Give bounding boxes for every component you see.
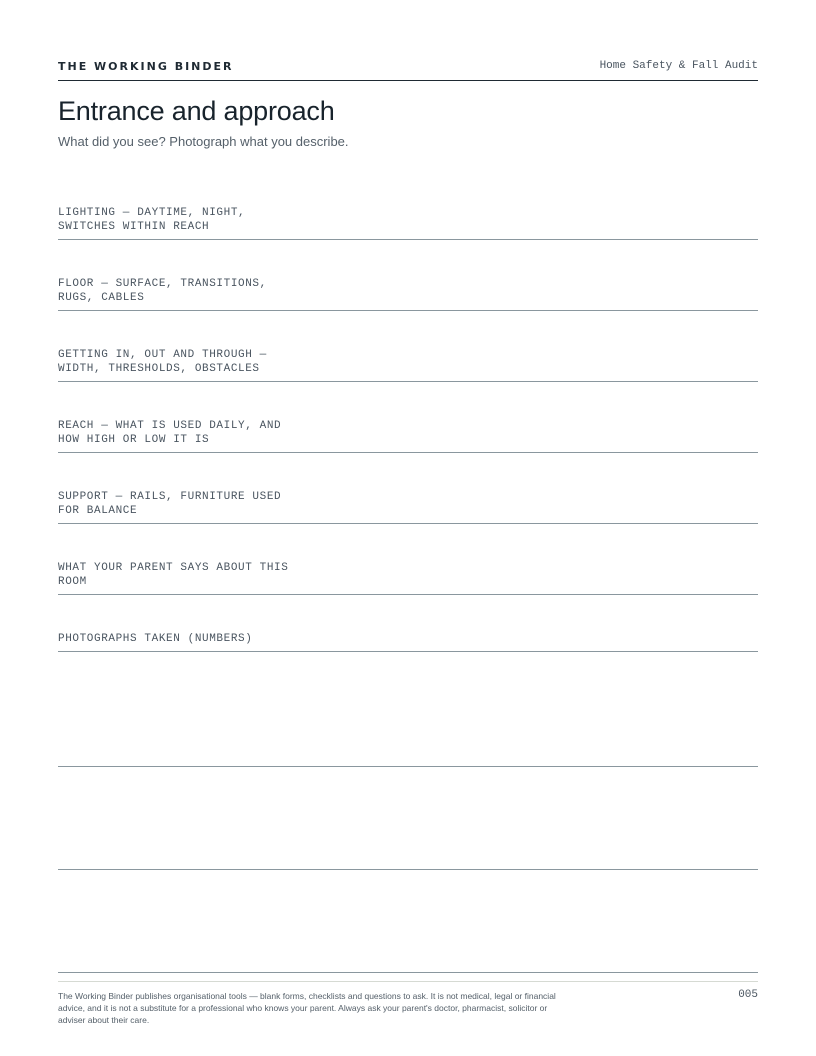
page [58, 0, 758, 1056]
field-floor[interactable] [58, 266, 758, 311]
page-number: 005 [738, 989, 758, 1001]
field-label: GETTING IN, OUT AND THROUGH — WIDTH, THRESHOLDS, OBSTACLES [58, 349, 267, 375]
field-support[interactable] [58, 479, 758, 524]
writing-line[interactable] [58, 972, 758, 973]
field-parent-says[interactable] [58, 550, 758, 595]
field-label: FLOOR — SURFACE, TRANSITIONS, RUGS, CABLES [58, 278, 267, 304]
page-title: Entrance and approach [58, 96, 335, 126]
field-label: LIGHTING — DAYTIME, NIGHT, SWITCHES WITHIN REACH [58, 207, 246, 233]
field-label: REACH — WHAT IS USED DAILY, AND HOW HIGH OR LOW IT IS [58, 420, 282, 446]
field-label: SUPPORT — RAILS, FURNITURE USED FOR BALANCE [58, 491, 282, 517]
page-header [58, 60, 758, 81]
field-label: PHOTOGRAPHS TAKEN (NUMBERS) [58, 633, 253, 645]
brand-name: THE WORKING BINDER [58, 60, 234, 73]
field-reach[interactable] [58, 408, 758, 453]
footer-divider [58, 981, 758, 982]
field-lighting[interactable] [58, 195, 758, 240]
page-subtitle: What did you see? Photograph what you describe. [58, 134, 349, 149]
field-label: WHAT YOUR PARENT SAYS ABOUT THIS ROOM [58, 562, 289, 588]
document-title: Home Safety & Fall Audit [599, 60, 758, 72]
field-photographs[interactable] [58, 621, 758, 652]
field-getting-in-out[interactable] [58, 337, 758, 382]
footer-disclaimer: The Working Binder publishes organisational tools — blank forms, checklists and questions to ask. It is not medical, legal or financial advice, and it is not a substitute for a professional who knows your parent. Always ask your parent's doctor, pharmacist, solicitor or adviser about their care. [58, 991, 556, 1025]
writing-line[interactable] [58, 766, 758, 767]
writing-line[interactable] [58, 869, 758, 870]
